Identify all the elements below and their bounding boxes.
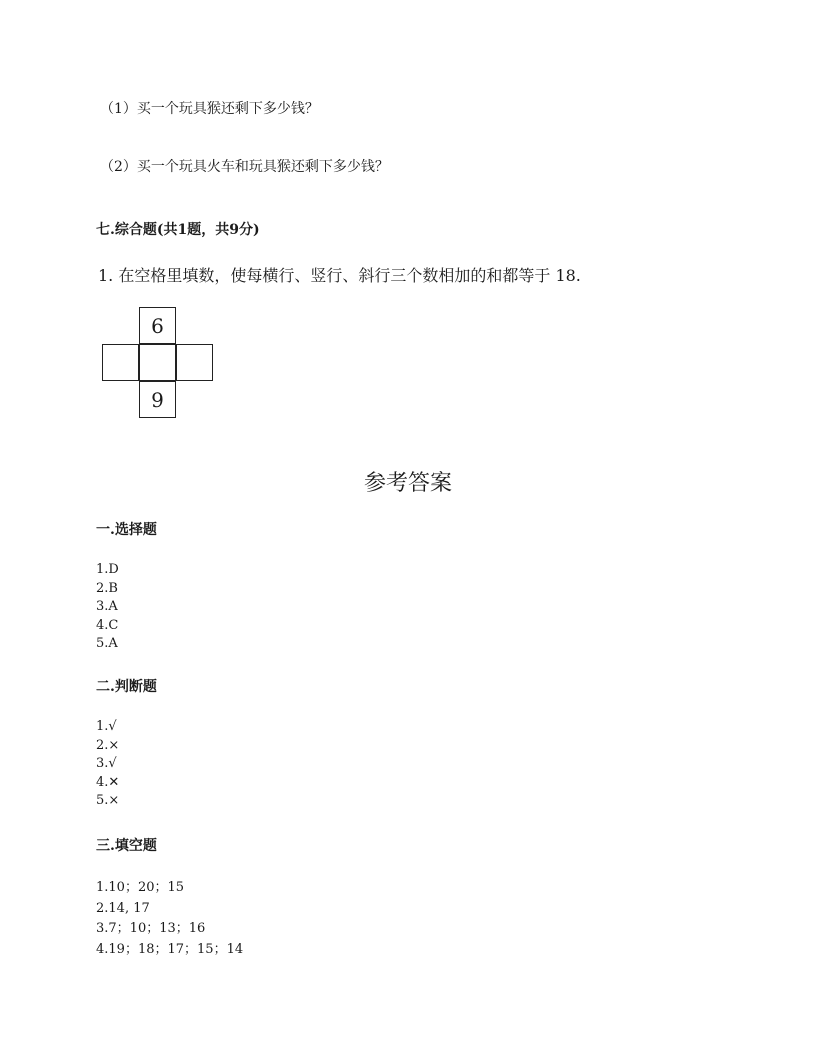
answer-list [96,878,243,960]
answer-item: 3.√ [96,756,117,771]
answer-item: 4.✕ [96,774,120,790]
problem-text: 1. 在空格里填数，使每横行、竖行、斜行三个数相加的和都等于 18. [98,266,581,285]
grid-cell-left[interactable] [102,344,139,381]
answer-item: 2.× [96,737,120,753]
answer-list [96,561,119,654]
answer-item: 2.14, 17 [96,900,150,916]
number-grid [102,307,216,421]
answer-item: 4.C [96,617,119,633]
answer-item: 2.B [96,580,118,596]
grid-cell-top: 6 [139,307,176,344]
sub-question-2: （2）买一个玩具火车和玩具猴还剩下多少钱？ [100,159,389,175]
sub-question-1: （1）买一个玩具猴还剩下多少钱？ [100,101,319,117]
grid-cell-bottom: 9 [139,381,176,418]
answer-section-title: 一.选择题 [96,522,157,538]
grid-cell-center[interactable] [139,344,176,381]
section-7-title: 七.综合题(共1题，共9分) [96,222,260,238]
answer-item: 1.D [96,562,119,577]
answer-item: 3.A [96,599,118,614]
grid-cell-right[interactable] [176,344,213,381]
answer-item: 5.A [96,636,118,651]
answer-item: 3.7；10；13；16 [96,921,206,936]
answer-item: 5.× [96,793,120,808]
answer-section-title: 三.填空题 [96,838,157,854]
answer-item: 1.√ [96,719,117,734]
answer-section-title: 二.判断题 [96,679,157,695]
answer-list [96,718,119,811]
answer-item: 1.10；20；15 [96,880,185,895]
answer-item: 4.19；18；17；15；14 [96,941,244,957]
answers-title: 参考答案 [363,471,452,496]
